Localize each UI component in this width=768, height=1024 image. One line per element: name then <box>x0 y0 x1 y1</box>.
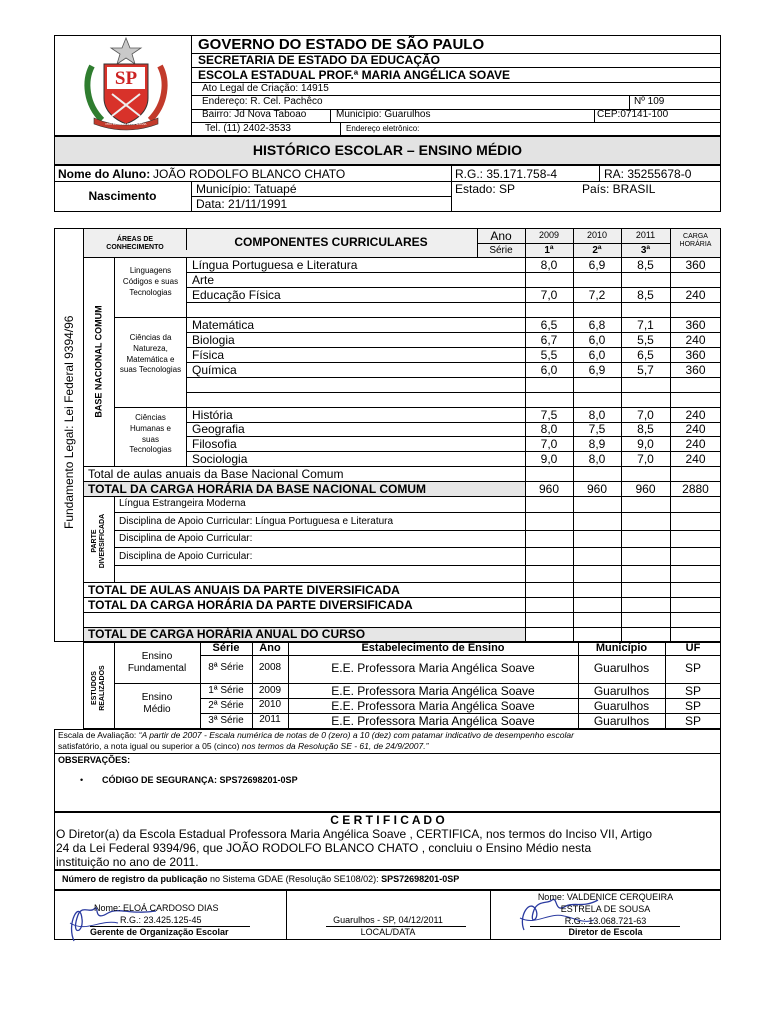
parte-item: Disciplina de Apoio Curricular: Língua Portuguesa e Literatura <box>119 516 394 527</box>
registro-line: Número de registro da publicação no Sistema GDAE (Resolução SE108/02): SPS72698201-0SP <box>62 874 460 884</box>
area-linguagens: Linguagens Códigos e suas Tecnologias <box>122 266 179 297</box>
seal-motto: PRO BRASILIA FIANT EXIMIA <box>105 122 147 126</box>
local-data-label: LOCAL/DATA <box>360 927 416 937</box>
base-nacional-label: BASE NACIONAL COMUM <box>93 305 104 418</box>
escala-line-1: Escala de Avaliação: “A partir de 2007 - Escala numérica de notas de 0 (zero) a 10 (dez) com patamar indicativo de desempenho escolar <box>58 730 574 740</box>
parte-item: Língua Estrangeira Moderna <box>119 498 246 509</box>
subject-name: Física <box>192 348 225 362</box>
total-carga-base-1: 960 <box>538 482 560 496</box>
birth-municipio: Município: Tatuapé <box>196 182 297 196</box>
escala-line-2: satisfatório, a nota igual ou superior a 05 (cinco) nos termos da Resolução SE - 61, de 24/9/2007.” <box>58 741 429 751</box>
student-name: JOÃO RODOLFO BLANCO CHATO <box>153 167 346 181</box>
subject-name: Química <box>192 363 237 377</box>
student-rg: R.G.: 35.171.758-4 <box>455 167 558 181</box>
estudo-serie: 1ª Série <box>208 685 244 696</box>
birth-pais: País: BRASIL <box>582 182 656 196</box>
grade-cell: 5,7 <box>637 363 654 377</box>
local-data: Guarulhos - SP, 04/12/2011 <box>333 915 443 925</box>
subject-name: Língua Portuguesa e Literatura <box>192 258 358 272</box>
total-aulas-base: Total de aulas anuais da Base Nacional Comum <box>88 467 344 481</box>
bairro: Bairro: Jd Nova Taboao <box>202 109 307 120</box>
subject-name: Filosofia <box>192 437 237 451</box>
grade-cell: 8,5 <box>637 288 654 302</box>
endereco: Endereço: R. Cel. Pachêco <box>202 96 323 107</box>
estudo-ano: 2010 <box>258 699 282 710</box>
estudo-serie: 3ª Série <box>208 715 244 726</box>
carga-cell: 240 <box>685 408 706 422</box>
carga-cell: 240 <box>685 452 706 466</box>
year-2: 2010 <box>586 230 608 240</box>
diretor-nome-2: ESTRELA DE SOUSA <box>560 904 651 914</box>
estudo-estabelecimento: E.E. Professora Maria Angélica Soave <box>331 661 535 675</box>
email-label: Endereço eletrônico: <box>346 124 420 133</box>
estudo-uf: SP <box>684 684 701 698</box>
ensino-medio-label: Ensino Médio <box>141 692 173 715</box>
grade-cell: 8,5 <box>637 422 654 436</box>
grade-cell: 7,0 <box>637 408 654 422</box>
area-humanas: Ciências Humanas e suas Tecnologias <box>129 413 172 455</box>
grade-cell: 7,1 <box>637 318 654 332</box>
estudos-label: ESTUDOS REALIZADOS <box>90 665 106 711</box>
subject-name: Geografia <box>192 422 245 436</box>
nascimento-label: Nascimento <box>88 189 157 203</box>
cep: CEP:07141-100 <box>597 109 669 120</box>
col-ano: Ano <box>259 642 281 654</box>
grade-cell: 7,5 <box>540 408 558 422</box>
estudo-estabelecimento: E.E. Professora Maria Angélica Soave <box>331 699 535 713</box>
parte-diversificada-label: PARTE DIVERSIFICADA <box>90 513 106 569</box>
student-name-label: Nome do Aluno: <box>58 167 151 181</box>
gerente-nome: Nome: ELOÁ CARDOSO DIAS <box>94 903 219 913</box>
endereco-numero: Nº 109 <box>634 96 665 107</box>
componentes-header: COMPONENTES CURRICULARES <box>234 235 428 249</box>
certificado-line-1: O Diretor(a) da Escola Estadual Professora Maria Angélica Soave , CERTIFICA, nos termos do Inciso VII, Artigo <box>56 827 653 841</box>
diretor-cargo: Diretor de Escola <box>568 927 643 937</box>
telefone: Tel. (11) 2402-3533 <box>205 123 291 134</box>
col-estabelecimento: Estabelecimento de Ensino <box>361 642 505 654</box>
estudo-estabelecimento: E.E. Professora Maria Angélica Soave <box>331 684 535 698</box>
subject-name: Arte <box>192 273 215 287</box>
carga-cell: 240 <box>685 288 706 302</box>
grade-cell: 6,5 <box>540 318 558 332</box>
ato-legal: Ato Legal de Criação: 14915 <box>202 83 329 94</box>
gerente-cargo: Gerente de Organização Escolar <box>90 927 229 937</box>
grade-cell: 9,0 <box>637 437 654 451</box>
estudo-uf: SP <box>684 699 701 713</box>
estudo-municipio: Guarulhos <box>593 684 650 698</box>
grade-cell: 6,7 <box>540 333 558 347</box>
municipio-escola: Município: Guarulhos <box>336 109 431 120</box>
codigo-seguranca: CÓDIGO DE SEGURANÇA: SPS72698201-0SP <box>102 775 298 785</box>
diretor-nome-1: Nome: VALDENICE CERQUEIRA <box>537 892 674 902</box>
ensino-fundamental-label: Ensino Fundamental <box>127 651 187 674</box>
estudo-municipio: Guarulhos <box>593 699 650 713</box>
certificado-title: C E R T I F I C A D O <box>330 813 445 827</box>
carga-cell: 240 <box>685 437 706 451</box>
grade-cell: 8,0 <box>540 258 558 272</box>
estudo-ano: 2009 <box>258 685 282 696</box>
gov-title: GOVERNO DO ESTADO DE SÃO PAULO <box>198 36 485 53</box>
grade-cell: 8,0 <box>588 452 606 466</box>
grade-cell: 6,0 <box>540 363 558 377</box>
escola-name: ESCOLA ESTADUAL PROF.ª MARIA ANGÉLICA SOAVE <box>198 68 511 82</box>
grade-cell: 6,5 <box>637 348 654 362</box>
total-carga-base-sum: 2880 <box>682 482 709 496</box>
total-carga-curso: TOTAL DE CARGA HORÁRIA ANUAL DO CURSO <box>88 627 366 641</box>
col-municipio: Município <box>595 642 648 654</box>
carga-cell: 360 <box>685 258 706 272</box>
grade-cell: 6,9 <box>588 363 606 377</box>
certificado-line-3: instituição no ano de 2011. <box>56 855 199 869</box>
parte-item: Disciplina de Apoio Curricular: <box>119 551 253 562</box>
grade-cell: 7,0 <box>540 437 558 451</box>
carga-cell: 240 <box>685 333 706 347</box>
subject-name: Biologia <box>192 333 235 347</box>
grade-cell: 6,9 <box>588 258 606 272</box>
estudo-serie: 8ª Série <box>208 662 244 673</box>
subject-name: Sociologia <box>192 452 248 466</box>
serie-label: Série <box>489 245 513 256</box>
grade-cell: 7,2 <box>588 288 606 302</box>
grade-cell: 8,5 <box>637 258 654 272</box>
serie-1: 1ª <box>544 245 554 256</box>
grade-cell: 5,5 <box>637 333 654 347</box>
student-ra: RA: 35255678-0 <box>604 167 692 181</box>
secretaria: SECRETARIA DE ESTADO DA EDUCAÇÃO <box>198 53 441 67</box>
birth-estado: Estado: SP <box>455 182 516 196</box>
subject-name: Matemática <box>192 318 255 332</box>
total-carga-parte: TOTAL DA CARGA HORÁRIA DA PARTE DIVERSIFICADA <box>88 598 413 612</box>
birth-date: Data: 21/11/1991 <box>196 197 288 211</box>
total-carga-base-2: 960 <box>586 482 608 496</box>
carga-cell: 360 <box>685 363 706 377</box>
year-3: 2011 <box>635 230 656 240</box>
serie-2: 2ª <box>592 245 602 256</box>
estudo-ano: 2008 <box>258 662 282 673</box>
grade-cell: 6,0 <box>588 348 606 362</box>
estudo-uf: SP <box>684 661 701 675</box>
gerente-rg: R.G.: 23.425.125-45 <box>120 915 202 925</box>
total-carga-base: TOTAL DA CARGA HORÁRIA DA BASE NACIONAL COMUM <box>88 482 426 496</box>
carga-header: CARGA HORÁRIA <box>679 233 712 249</box>
subject-name: História <box>192 408 233 422</box>
document-title: HISTÓRICO ESCOLAR – ENSINO MÉDIO <box>252 142 523 158</box>
estudo-municipio: Guarulhos <box>593 714 650 728</box>
areas-header: ÁREAS DE CONHECIMENTO <box>106 236 164 252</box>
grade-cell: 9,0 <box>540 452 558 466</box>
grade-cell: 8,9 <box>588 437 606 451</box>
serie-3: 3ª <box>640 245 651 256</box>
diretor-rg: R.G.: 13.068.721-63 <box>564 916 647 926</box>
subject-name: Educação Física <box>192 288 281 302</box>
fundamento-legal: Fundamento Legal: Lei Federal 9394/96 <box>62 315 76 529</box>
estudo-serie: 2ª Série <box>208 700 244 711</box>
grade-cell: 8,0 <box>540 422 558 436</box>
total-aulas-parte: TOTAL DE AULAS ANUAIS DA PARTE DIVERSIFICADA <box>88 583 400 597</box>
observacoes-label: OBSERVAÇÕES: <box>58 755 131 765</box>
grade-cell: 6,0 <box>588 333 606 347</box>
grade-cell: 6,8 <box>588 318 606 332</box>
carga-cell: 360 <box>685 348 706 362</box>
area-ciencias: Ciências da Natureza, Matemática e suas Tecnologias <box>119 333 182 375</box>
grade-cell: 8,0 <box>588 408 606 422</box>
parte-item: Disciplina de Apoio Curricular: <box>119 533 253 544</box>
grade-cell: 5,5 <box>540 348 558 362</box>
estudo-municipio: Guarulhos <box>593 661 650 675</box>
grade-cell: 7,5 <box>588 422 606 436</box>
estudo-estabelecimento: E.E. Professora Maria Angélica Soave <box>331 714 535 728</box>
estudo-uf: SP <box>684 714 701 728</box>
estudo-ano: 2011 <box>259 714 281 725</box>
grade-cell: 7,0 <box>637 452 654 466</box>
year-1: 2009 <box>538 230 560 240</box>
col-uf: UF <box>685 642 701 654</box>
col-serie: Série <box>212 642 240 654</box>
carga-cell: 240 <box>685 422 706 436</box>
grade-cell: 7,0 <box>540 288 558 302</box>
carga-cell: 360 <box>685 318 706 332</box>
ano-label: Ano <box>490 229 512 243</box>
certificado-line-2: 24 da Lei Federal 9394/96, que JOÃO RODOLFO BLANCO CHATO , concluiu o Ensino Médio nesta <box>56 841 592 855</box>
total-carga-base-3: 960 <box>635 482 656 496</box>
observacoes-bullet: • <box>80 775 84 785</box>
seal-sp-text: SP <box>114 68 138 89</box>
